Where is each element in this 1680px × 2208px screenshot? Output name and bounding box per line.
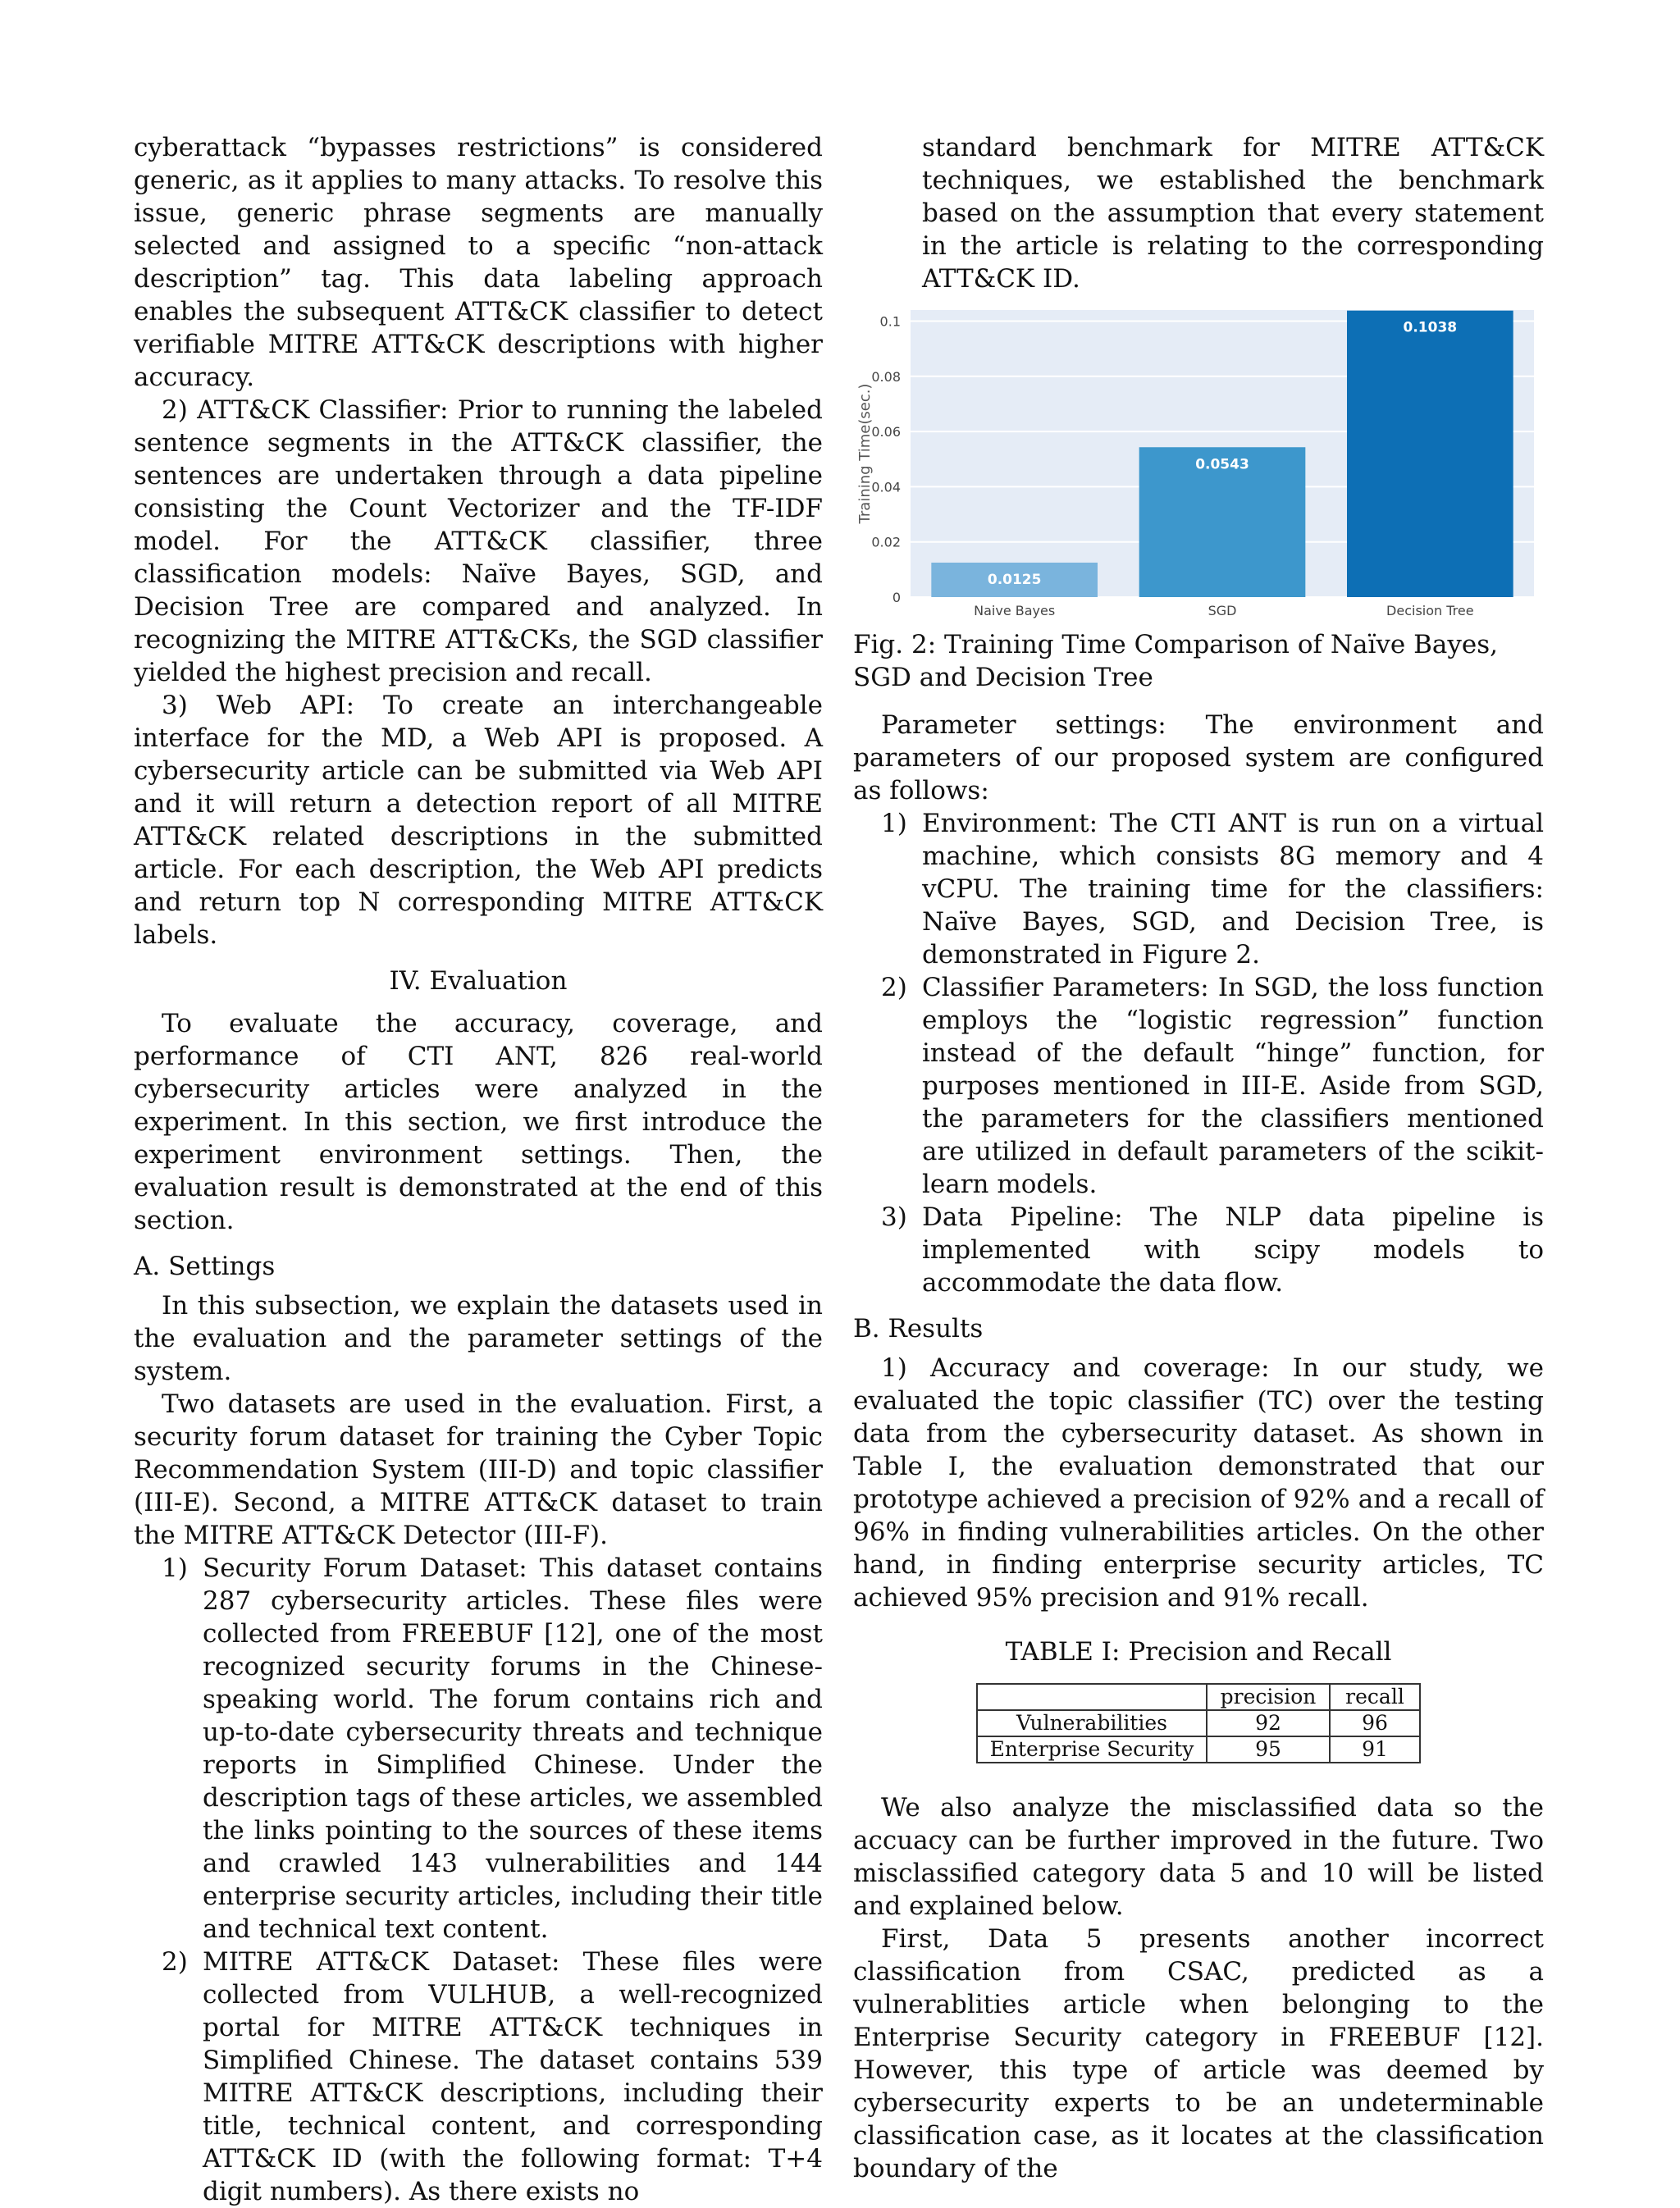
data-label: 0.0543 (1195, 456, 1249, 473)
subsection-heading: B. Results (853, 1314, 984, 1344)
subsection-heading: A. Settings (134, 1252, 276, 1281)
list-item (853, 971, 1544, 1201)
results-table (976, 1683, 1421, 1763)
list-number: 3) (881, 1202, 907, 1232)
list-text: Classifier Parameters: In SGD, the loss function employs the “logistic regression” function instead of the default “hinge” function, for purposes mentioned in III-E. Aside from SGD, the parameters for the classifiers mentioned are utilized in default parameters of the scikit-learn models. (922, 973, 1544, 1199)
bar-chart (853, 303, 1544, 623)
paragraph: 2) ATT&CK Classifier: Prior to running the labeled sentence segments in the ATT&CK classifier, the sentences are undertaken through a data pipeline consisting the Count Vectorizer and the TF-IDF model. For the ATT&CK classifier, three classification models: Naïve Bayes, SGD, and Decision Tree are compared and analyzed. In recognizing the MITRE ATT&CKs, the SGD classifier yielded the highest precision and recall. (134, 395, 823, 687)
x-tick-label: SGD (1208, 603, 1237, 618)
paragraph: 1) Accuracy and coverage: In our study, we evaluated the topic classifier (TC) over the testing data from the cybersecurity dataset. As shown in Table I, the evaluation demonstrated that our prototype achieved a precision of 92% and a recall of 96% in finding vulnerabilities articles. On the other hand, in finding enterprise security articles, TC achieved 95% precision and 91% recall. (853, 1353, 1544, 1613)
list-text: MITRE ATT&CK Dataset: These files were collected from VULHUB, a well-recognized portal for MITRE ATT&CK techniques in Simplified Chinese. The dataset contains 539 MITRE ATT&CK descriptions, including their title, technical content, and corresponding ATT&CK ID (with the following format: T+4 digit numbers). As there exists no (203, 1947, 823, 2206)
list-item (853, 807, 1544, 971)
table-row (977, 1710, 1420, 1736)
right-column (853, 131, 1544, 2185)
paragraph: cyberattack “bypasses restrictions” is considered generic, as it applies to many attacks. To resolve this issue, generic phrase segments are manually selected and assigned to a specific “non-attack description” tag. This data labeling approach enables the subsequent ATT&CK classifier to detect verifiable MITRE ATT&CK descriptions with higher accuracy. (134, 133, 823, 392)
list-item (134, 1946, 823, 2208)
x-tick-label: Naive Bayes (974, 603, 1056, 618)
paragraph: First, Data 5 presents another incorrect classification from CSAC, predicted as a vulnerablities article when belonging to the Enterprise Security category in FREEBUF [12]. However, this type of article was deemed by cybersecurity experts to be an undeterminable classification case, as it locates at the classification boundary of the (853, 1924, 1544, 2183)
list-number: 1) (162, 1553, 188, 1583)
paragraph: We also analyze the misclassified data so the accuacy can be further improved in the future. Two misclassified category data 5 and 10 will be listed and explained below. (853, 1793, 1544, 1921)
y-tick-label: 0.04 (871, 479, 901, 495)
bar (1347, 311, 1513, 597)
table-cell: Enterprise Security (977, 1736, 1207, 1763)
y-tick-label: 0.08 (871, 368, 901, 385)
list-text: Data Pipeline: The NLP data pipeline is implemented with scipy models to accommodate the data flow. (922, 1202, 1544, 1298)
list-text: Security Forum Dataset: This dataset contains 287 cybersecurity articles. These files were collected from FREEBUF [12], one of the most recognized security forums in the Chinese-speaking world. The forum contains rich and up-to-date cybersecurity threats and technique reports in Simplified Chinese. Under the description tags of these articles, we assembled the links pointing to the sources of these items and crawled 143 vulnerabilities and 144 enterprise security articles, including their title and technical text content. (203, 1553, 823, 1944)
table-cell: 92 (1207, 1710, 1330, 1736)
y-tick-label: 0 (892, 590, 901, 605)
list-number: 2) (881, 973, 907, 1002)
list-item (853, 1201, 1544, 1299)
parameter-list (853, 807, 1544, 1299)
data-label: 0.0125 (987, 571, 1042, 588)
table-header-cell (977, 1684, 1207, 1710)
paragraph: To evaluate the accuracy, coverage, and performance of CTI ANT, 826 real-world cybersecurity articles were analyzed in the experiment. In this section, we first introduce the experiment environment settings. Then, the evaluation result is demonstrated at the end of this section. (134, 1009, 823, 1235)
list-text: Environment: The CTI ANT is run on a virtual machine, which consists 8G memory and 4 vCPU. The training time for the classifiers: Naïve Bayes, SGD, and Decision Tree, is demonstrated in Figure 2. (922, 809, 1544, 969)
list-number: 2) (162, 1947, 188, 1977)
table-cell: 91 (1330, 1736, 1420, 1763)
section-heading: IV. Evaluation (389, 966, 568, 996)
list-number: 1) (881, 809, 907, 838)
y-tick-label: 0.02 (871, 534, 901, 550)
x-tick-label: Decision Tree (1386, 603, 1474, 618)
list-item-continued (853, 131, 1544, 295)
y-tick-label: 0.1 (879, 313, 901, 330)
left-column (134, 131, 823, 2208)
paragraph: Parameter settings: The environment and parameters of our proposed system are configured as follows: (853, 710, 1544, 805)
dataset-list (134, 1552, 823, 2208)
list-item (134, 1552, 823, 1946)
table-cell: 96 (1330, 1710, 1420, 1736)
table-header-cell: precision (1207, 1684, 1330, 1710)
table-title: TABLE I: Precision and Recall (1005, 1637, 1392, 1667)
table-header-row (977, 1684, 1420, 1710)
table-row (977, 1736, 1420, 1763)
y-tick-label: 0.06 (871, 424, 901, 440)
y-axis-label: Training Time(sec.) (856, 383, 874, 524)
table-cell: Vulnerabilities (977, 1710, 1207, 1736)
paragraph: 3) Web API: To create an interchangeable interface for the MD, a Web API is proposed. A cybersecurity article can be submitted via Web API and it will return a detection report of all MITRE ATT&CK related descriptions in the submitted article. For each description, the Web API predicts and return top N corresponding MITRE ATT&CK labels. (134, 691, 823, 950)
list-text: standard benchmark for MITRE ATT&CK techniques, we established the benchmark based on the assumption that every statement in the article is relating to the corresponding ATT&CK ID. (922, 133, 1544, 294)
table-header-cell: recall (1330, 1684, 1420, 1710)
table-cell: 95 (1207, 1736, 1330, 1763)
paragraph: Two datasets are used in the evaluation. First, a security forum dataset for training the Cyber Topic Recommendation System (III-D) and topic classifier (III-E). Second, a MITRE ATT&CK dataset to train the MITRE ATT&CK Detector (III-F). (134, 1389, 823, 1550)
figure-caption: Fig. 2: Training Time Comparison of Naïve Bayes, SGD and Decision Tree (853, 630, 1498, 692)
figure-2 (853, 303, 1544, 623)
data-label: 0.1038 (1403, 319, 1458, 336)
continued-list (853, 131, 1544, 295)
paragraph: In this subsection, we explain the datasets used in the evaluation and the parameter settings of the system. (134, 1291, 823, 1386)
